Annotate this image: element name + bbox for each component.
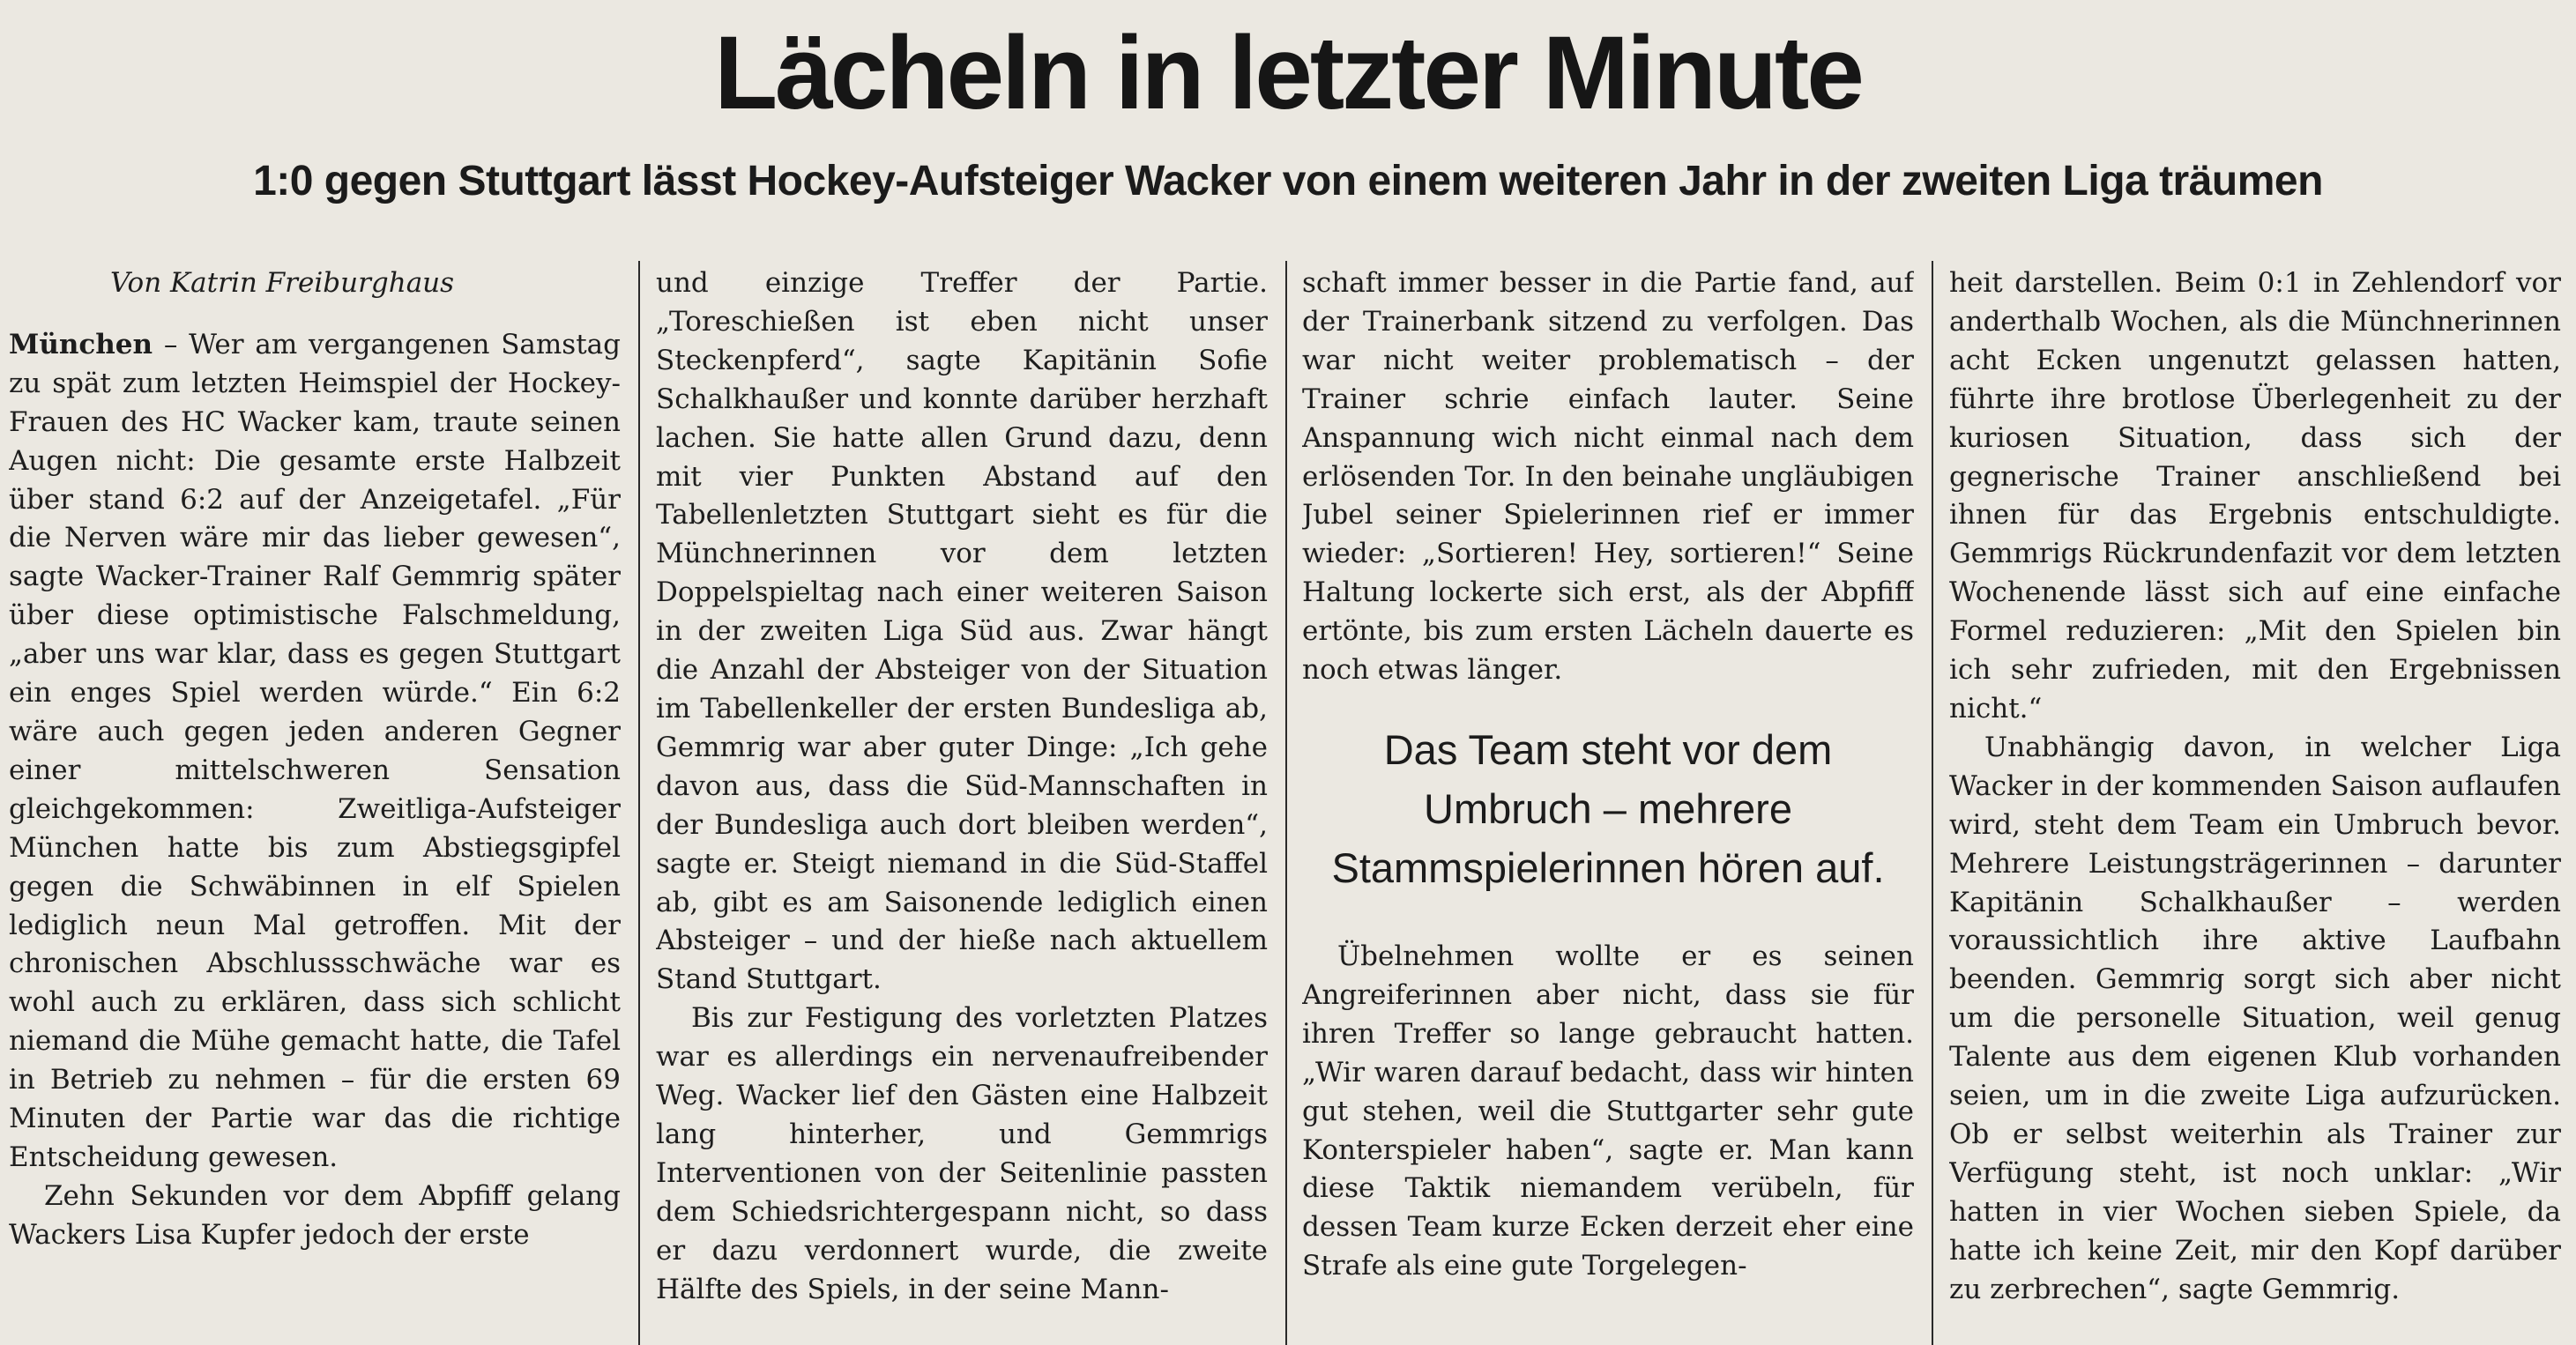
- paragraph: und einzige Treffer der Partie. „Toreschießen ist eben nicht unser Steckenpferd“, sagte Kapitänin Sofie Schalkhaußer und konnte darüber herzhaft lachen. Sie hatte allen Grund dazu, denn mit vier Punkten Abstand auf den Tabellenletzten Stuttgart sieht es für die Münchnerinnen vor dem letzten Doppelspieltag nach einer weiteren Saison in der zweiten Liga Süd aus. Zwar hängt die Anzahl der Absteiger von der Situation im Tabellenkeller der ersten Bundesliga ab, Gemmrig war aber guter Dinge: „Ich gehe davon aus, dass die Süd-Mannschaften in der Bundesliga auch dort bleiben werden“, sagte er. Steigt niemand in die Süd-Staffel ab, gibt es am Saisonende lediglich einen Absteiger – und der hieße nach aktuellem Stand Stuttgart.: [656, 267, 1268, 996]
- article-column-2: [656, 264, 1268, 1331]
- headline: Lächeln in letzter Minute: [714, 15, 1862, 131]
- column-rule: [1285, 261, 1287, 1345]
- dateline: München: [9, 328, 153, 360]
- paragraph: Bis zur Festigung des vorletzten Platzes war es allerdings ein nervenaufreibender Weg. Wacker lief den Gästen eine Halbzeit lang hinterher, und Gemmrigs Interventionen von der Seitenlinie passten dem Schiedsrichtergespann nicht, so dass er dazu verdonnert wurde, die zweite Hälfte des Spiels, in der seine Mann-: [656, 1002, 1268, 1305]
- paragraph: heit darstellen. Beim 0:1 in Zehlendorf vor anderthalb Wochen, als die Münchnerinnen acht Ecken ungenutzt gelassen hatten, führte ihre brotlose Überlegenheit zu der kuriosen Situation, dass sich der gegnerische Trainer anschließend bei ihnen für das Ergebnis entschuldigte. Gemmrigs Rückrundenfazit vor dem letzten Wochenende lässt sich auf eine einfache Formel reduzieren: „Mit den Spielen bin ich sehr zufrieden, mit den Ergebnissen nicht.“: [1949, 267, 2561, 725]
- pull-quote: Das Team steht vor dem Umbruch – mehrere Stammspielerinnen hören auf.: [1331, 725, 1885, 891]
- byline: Von Katrin Freiburghaus: [110, 267, 455, 299]
- column-rule: [1932, 261, 1933, 1345]
- subheadline: 1:0 gegen Stuttgart lässt Hockey-Aufsteiger Wacker von einem weiteren Jahr in der zweiten Liga träumen: [253, 158, 2323, 204]
- paragraph: Unabhängig davon, in welcher Liga Wacker in der kommenden Saison auflaufen wird, steht dem Team ein Umbruch bevor. Mehrere Leistungsträgerinnen – darunter Kapitänin Schalkhaußer – werden voraussichtlich ihre aktive Laufbahn beenden. Gemmrig sorgt sich aber nicht um die personelle Situation, weil genug Talente aus dem eigenen Klub vorhanden seien, um in die zweite Liga aufzurücken. Ob er selbst weiterhin als Trainer zur Verfügung steht, ist noch unklar: „Wir hatten in vier Wochen sieben Spiele, da hatte ich keine Zeit, mir den Kopf darüber zu zerbrechen“, sagte Gemmrig.: [1949, 731, 2561, 1305]
- paragraph: Übelnehmen wollte er es seinen Angreiferinnen aber nicht, dass sie für ihren Treffer so lange gebraucht hatten. „Wir waren darauf bedacht, dass wir hinten gut stehen, weil die Stuttgarter sehr gute Konterspieler haben“, sagte er. Man kann diese Taktik niemandem verübeln, für dessen Team kurze Ecken derzeit eher eine Strafe als eine gute Torgelegen-: [1302, 940, 1914, 1282]
- paragraph: schaft immer besser in die Partie fand, auf der Trainerbank sitzend zu verfolgen. Das war nicht weiter problematisch – der Trainer schrie einfach lauter. Seine Anspannung wich nicht einmal nach dem erlösenden Tor. In den beinahe ungläubigen Jubel seiner Spielerinnen rief er immer wieder: „Sortieren! Hey, sortieren!“ Seine Haltung lockerte sich erst, als der Abpfiff ertönte, bis zum ersten Lächeln dauerte es noch etwas länger.: [1302, 267, 1914, 687]
- article-column-3: [1302, 264, 1914, 1331]
- column-rule: [638, 261, 640, 1345]
- article-column-4: [1949, 264, 2561, 1331]
- paragraph: Zehn Sekunden vor dem Abpfiff gelang Wackers Lisa Kupfer jedoch der erste: [9, 1179, 621, 1251]
- paragraph: [9, 326, 621, 1178]
- article-column-1: [9, 264, 621, 1331]
- paragraph-text: – Wer am vergangenen Samstag zu spät zum letzten Heimspiel der Hockey-Frauen des HC Wacker kam, traute seinen Augen nicht: Die gesamte erste Halbzeit über stand 6:2 auf der Anzeigetafel. „Für die Nerven wäre mir das lieber gewesen“, sagte Wacker-Trainer Ralf Gemmrig später über diese optimistische Falschmeldung, „aber uns war klar, dass es gegen Stuttgart ein enges Spiel werden würde.“ Ein 6:2 wäre auch gegen jeden anderen Gegner einer mittelschweren Sensation gleichgekommen: Zweitliga-Aufsteiger München hatte bis zum Abstiegsgipfel gegen die Schwäbinnen in elf Spielen lediglich neun Mal getroffen. Mit der chronischen Abschlussschwäche war es wohl auch zu erklären, dass sich schlicht niemand die Mühe gemacht hatte, die Tafel in Betrieb zu nehmen – für die ersten 69 Minuten der Partie war das die richtige Entscheidung gewesen.: [9, 328, 621, 1173]
